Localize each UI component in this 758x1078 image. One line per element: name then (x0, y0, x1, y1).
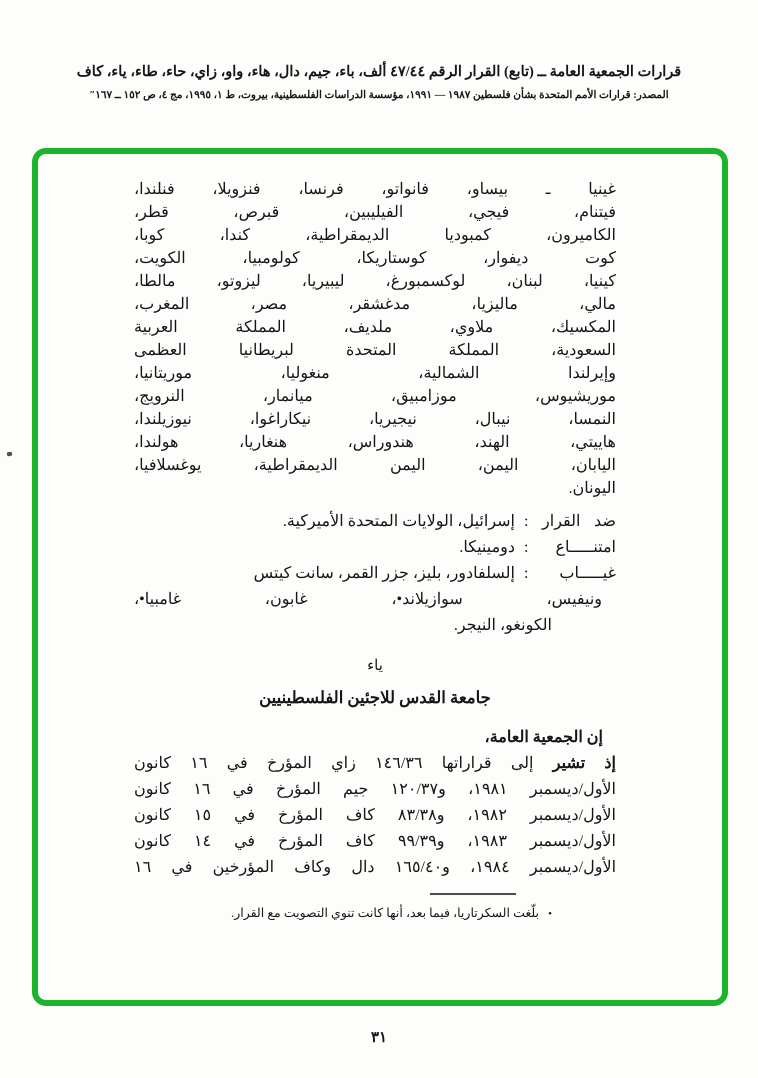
source-citation-line: المصدر: قرارات الأمم المتحدة بشأن فلسطين ١٩٨٧ — ١٩٩١، مؤسسة الدراسات الفلسطينية، بيروت، ط ١، ١٩٩٥، مج ٤، ص ١٥٢ ــ ١٦٧″ (89, 90, 669, 101)
recital-first-line (134, 751, 616, 777)
country-list-line: غينيا ـ بيساو، فانواتو، فرنسا، فنزويلا، فنلندا، (134, 181, 616, 198)
in-favor-country-list (134, 178, 616, 500)
footnote-bullet-marker: • (548, 908, 552, 920)
absent-continuation-line: الكونغو، النيجر. (453, 617, 552, 634)
absent-list-continuation (134, 587, 616, 639)
vote-result-block (134, 509, 616, 587)
country-list-line: الكاميرون، كمبوديا الديمقراطية، كندا، كوبا، (134, 227, 616, 244)
section-title-heading: جامعة القدس للاجئين الفلسطينيين (259, 688, 491, 707)
country-list-line: النمسا، نيبال، نيجيريا، نيكاراغوا، نيوزيلندا، (134, 411, 616, 428)
preamble-opening: إن الجمعية العامة، (484, 729, 603, 746)
recital-line: الأول/ديسمبر ١٩٨١، و١٢٠/٣٧ جيم المؤرخ في ١٦ كانون (134, 781, 617, 798)
footnote-text: بلّغت السكرتاريا، فيما بعد، أنها كانت تنوي التصويت مع القرار. (231, 906, 540, 920)
country-list-line: اليابان، اليمن، اليمن الديمقراطية، يوغسلافيا، (134, 457, 616, 474)
recital-continuation-lines (134, 777, 616, 881)
scan-speck (7, 452, 13, 457)
vote-result-row (134, 509, 616, 535)
vote-category-label: غيـــــاب : (524, 565, 616, 582)
resolution-header-title: قرارات الجمعية العامة ــ (تابع) القرار الرقم ٤٧/٤٤ ألف، باء، جيم، دال، هاء، واو، زاي، حاء، طاء، ياء، كاف (76, 64, 682, 80)
country-list-line: موريشيوس، موزامبيق، ميانمار، النرويج، (134, 388, 616, 405)
vote-result-row (134, 535, 616, 561)
section-letter-heading: ياء (367, 658, 383, 674)
highlight-border-box (32, 148, 728, 1006)
country-list-line: كينيا، لبنان، لوكسمبورغ، ليبيريا، ليزوتو، مالطا، (134, 273, 616, 290)
recital-first-rest: إلى قراراتها ١٤٦/٣٦ زاي المؤرخ في ١٦ كانون (134, 755, 534, 772)
absent-continuation-line: ونيفيس، سوازيلاند•، غابون، غامبيا•، (134, 591, 602, 608)
country-list-line: فيتنام، فيجي، الفيليبين، قبرص، قطر، (134, 204, 616, 221)
recital-line: الأول/ديسمبر ١٩٨٣، و٩٩/٣٩ كاف المؤرخ في ١٤ كانون (134, 833, 616, 850)
recital-line: الأول/ديسمبر ١٩٨٢، و٨٣/٣٨ كاف المؤرخ في ١٥ كانون (134, 807, 616, 824)
recital-paragraph (134, 751, 616, 881)
vote-category-countries: إسرائيل، الولايات المتحدة الأميركية. (282, 513, 515, 530)
recital-line: الأول/ديسمبر ١٩٨٤، و١٦٥/٤٠ دال وكاف المؤرخين في ١٦ (134, 859, 617, 876)
footnote-line (134, 904, 552, 923)
country-list-line: هاييتي، الهند، هندوراس، هنغاريا، هولندا، (134, 434, 616, 451)
country-list-line: وإيرلندا الشمالية، منغوليا، موريتانيا، (134, 365, 616, 382)
country-list-line: المكسيك، ملاوي، ملديف، المملكة العربية (134, 319, 616, 336)
footnote-area (134, 893, 616, 923)
page-header (0, 0, 758, 101)
page-number: ٣١ (370, 1030, 388, 1046)
country-list-line: اليونان. (568, 480, 616, 497)
vote-category-countries: إلسلفادور، بليز، جزر القمر، سانت كيتس (253, 565, 515, 582)
recital-lead-phrase: إذ تشير (552, 755, 617, 772)
vote-result-row (134, 561, 616, 587)
country-list-line: السعودية، المملكة المتحدة لبريطانيا العظمى (134, 342, 616, 359)
vote-category-label: امتنـــــاع : (524, 539, 616, 556)
country-list-line: مالي، ماليزيا، مدغشقر، مصر، المغرب، (134, 296, 616, 313)
resolution-body (38, 154, 722, 923)
footnote-separator-rule (430, 893, 516, 895)
country-list-line: كوت ديفوار، كوستاريكا، كولومبيا، الكويت، (134, 250, 616, 267)
vote-category-countries: دومينيكا. (459, 539, 515, 556)
vote-category-label: ضد القرار : (524, 513, 616, 530)
